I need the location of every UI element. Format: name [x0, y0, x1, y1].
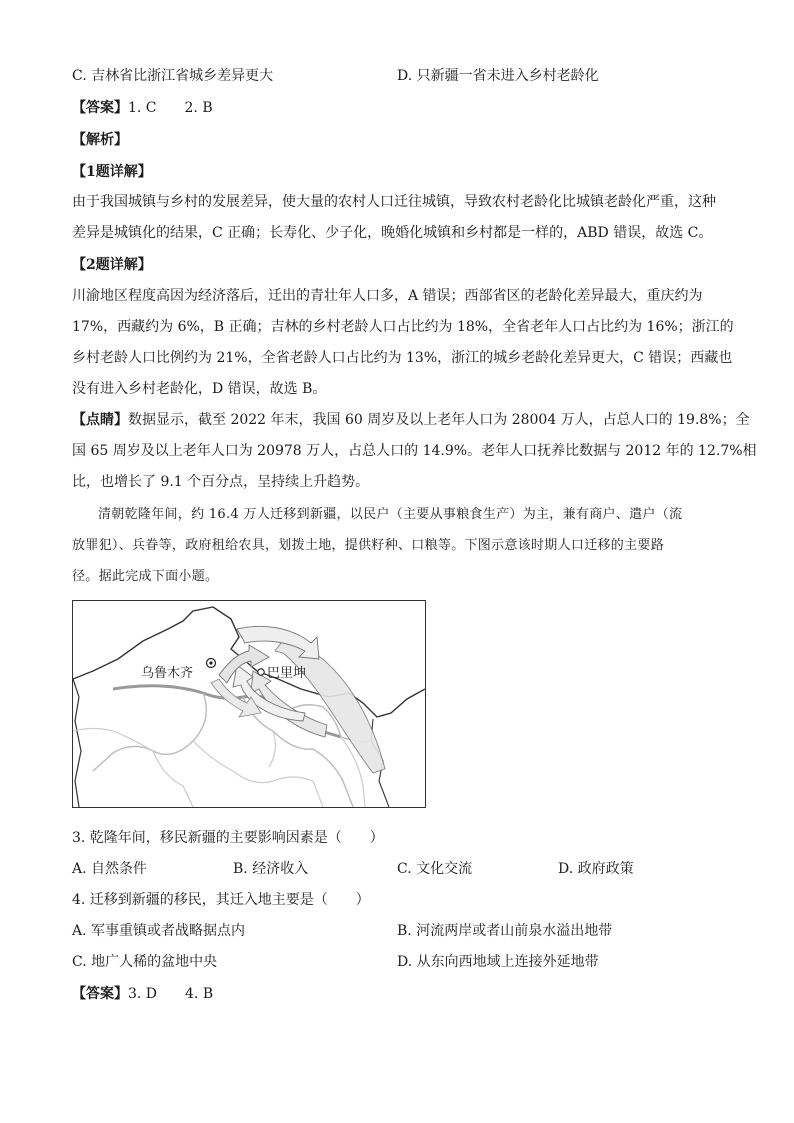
material-line: 放罪犯）、兵眷等，政府租给农具，划拨土地，提供籽种、口粮等。下图示意该时期人口迁移的主要路: [72, 538, 665, 553]
answer-tag: 【答案】: [72, 986, 128, 1002]
q1-detail-tag: 【1题详解】: [72, 164, 152, 180]
q3-option-b: B. 经济收入: [233, 861, 309, 877]
q2-detail-line: 川渝地区程度高因为经济落后，迁出的青壮年人口多，A 错误；西部省区的老龄化差异最大，重庆约为: [72, 288, 703, 304]
q1-detail-line: 差异是城镇化的结果，C 正确；长寿化、少子化，晚婚化城镇和乡村都是一样的，ABD 错误，故选 C。: [72, 225, 713, 241]
q4-option-c: C. 地广人稀的盆地中央: [72, 954, 218, 970]
q4-option-d: D. 从东向西地域上连接外延地带: [397, 954, 599, 970]
answer-tag: 【答案】: [72, 100, 128, 116]
q2-detail-line: 没有进入乡村老龄化，D 错误，故选 B。: [72, 381, 327, 397]
material-line: 清朝乾隆年间，约 16.4 万人迁移到新疆，以民户（主要从事粮食生产）为主，兼有商户、遣户（流: [98, 507, 683, 522]
q4-stem: 4. 迁移到新疆的移民，其迁入地主要是（ ）: [72, 892, 370, 908]
answer-text: 1. C 2. B: [128, 100, 213, 116]
q2-detail-line: 17%，西藏约为 6%，B 正确；吉林的乡村老龄人口占比约为 18%，全省老年人口占比约为 16%；浙江的: [72, 319, 734, 335]
answer-text: 3. D 4. B: [128, 986, 214, 1002]
q4-option-b: B. 河流两岸或者山前泉水溢出地带: [397, 923, 613, 939]
province-boundary: [269, 731, 275, 767]
q3-option-c: C. 文化交流: [397, 861, 473, 877]
dianjing-text: 数据显示，截至 2022 年末，我国 60 周岁及以上老年人口为 28004 万人，占总人口的 19.8%；全: [128, 412, 750, 428]
option-c: C. 吉林省比浙江省城乡差异更大: [72, 68, 274, 84]
province-boundary: [193, 741, 323, 807]
material-line: 径。据此完成下面小题。: [72, 569, 219, 584]
q3-option-d: D. 政府政策: [558, 861, 634, 877]
q1-detail-line: 由于我国城镇与乡村的发展差异，使大量的农村人口迁往城镇，导致农村老龄化比城镇老龄化严重，这种: [72, 194, 716, 210]
q3-stem: 3. 乾隆年间，移民新疆的主要影响因素是（ ）: [72, 830, 384, 846]
city-label-urumqi: 乌鲁木齐: [141, 666, 194, 681]
migration-map-svg: [73, 601, 425, 807]
dianjing-line: [72, 410, 750, 430]
province-boundary: [93, 693, 206, 771]
urumqi-marker-dot: [209, 661, 212, 664]
migration-arrow: [275, 635, 385, 773]
option-d: D. 只新疆一省未进入乡村老龄化: [397, 68, 599, 84]
barkol-marker: [258, 669, 264, 675]
dianjing-line: 比，也增长了 9.1 个百分点，呈持续上升趋势。: [72, 474, 370, 490]
analysis-tag: 【解析】: [72, 132, 128, 148]
border-line: [73, 679, 81, 807]
city-label-barkol: 巴里坤: [267, 666, 307, 681]
dianjing-line: 国 65 周岁及以上老年人口为 20978 万人，占总人口的 14.9%。老年人口抚养比数据与 2012 年的 12.7%相: [72, 443, 757, 459]
dianjing-tag: 【点睛】: [72, 412, 128, 428]
q2-detail-tag: 【2题详解】: [72, 257, 152, 273]
q4-option-a: A. 军事重镇或者战略据点内: [72, 923, 246, 939]
q3-option-a: A. 自然条件: [72, 861, 148, 877]
province-boundary: [153, 751, 193, 807]
q2-detail-line: 乡村老龄人口比例约为 21%，全省老龄人口占比约为 13%，浙江的城乡老龄化差异更大，C 错误；西藏也: [72, 350, 733, 366]
answer-block-1: [72, 98, 213, 118]
migration-map: [72, 600, 426, 808]
answer-block-2: [72, 984, 213, 1004]
